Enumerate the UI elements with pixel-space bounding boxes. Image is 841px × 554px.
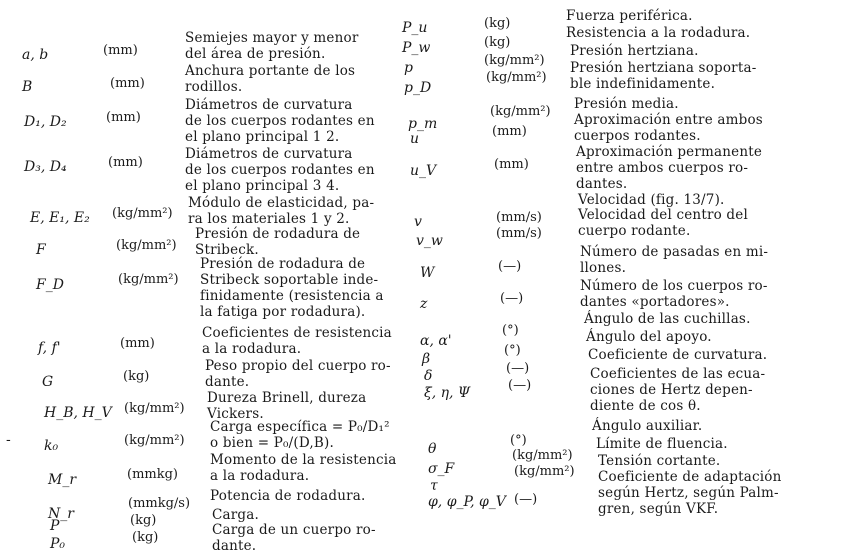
symbol: v_w (416, 233, 443, 249)
unit: (°) (502, 323, 519, 338)
unit: (kg/mm²) (112, 206, 173, 221)
symbol: D₁, D₂ (24, 114, 67, 130)
unit: (kg/mm²) (118, 272, 179, 287)
symbol: φ, φ_P, φ_V (428, 494, 506, 510)
description: Presión hertziana soporta- ble indefinidamente. (570, 60, 757, 92)
description: Dureza Brinell, dureza Vickers. (207, 390, 367, 422)
symbol: σ_F (428, 461, 455, 477)
symbol: u (410, 131, 420, 147)
symbol: z (420, 296, 428, 312)
description: Coeficiente de curvatura. (588, 347, 768, 363)
symbol: E, E₁, E₂ (30, 210, 90, 226)
unit: (kg/mm²) (124, 433, 185, 448)
description: Presión de rodadura de Stribeck. (195, 226, 361, 258)
description: Fuerza periférica. (566, 8, 693, 24)
unit: (kg/mm²) (116, 238, 177, 253)
description: Tensión cortante. (598, 453, 721, 469)
unit: (mm) (110, 76, 145, 91)
symbol: M_r (48, 472, 77, 488)
description: Módulo de elasticidad, pa- ra los materiales 1 y 2. (188, 195, 375, 227)
unit: (mm) (494, 157, 529, 172)
unit: (mmkg/s) (128, 496, 191, 511)
symbol: u_V (410, 163, 437, 179)
margin-mark: - (6, 432, 11, 448)
unit: (kg) (484, 35, 511, 50)
symbol: p_D (404, 80, 432, 96)
symbol: p (404, 60, 413, 76)
unit: (mm/s) (496, 226, 542, 241)
symbol: θ (428, 441, 437, 457)
unit: (°) (504, 343, 521, 358)
description: Potencia de rodadura. (210, 488, 366, 504)
unit: (kg/mm²) (514, 464, 575, 479)
unit: (mm) (103, 43, 138, 58)
symbol: P (50, 518, 60, 534)
description: Peso propio del cuerpo ro- dante. (205, 358, 391, 390)
description: Resistencia a la rodadura. (566, 25, 751, 41)
unit: (—) (514, 492, 538, 507)
symbol: α, α' (420, 333, 452, 349)
unit: (°) (510, 433, 527, 448)
description: Ángulo de las cuchillas. (584, 311, 751, 327)
description: Ángulo auxiliar. (592, 418, 703, 434)
symbol: D₃, D₄ (24, 159, 67, 175)
description: Número de pasadas en mi- llones. (580, 244, 769, 276)
symbol: P_w (402, 40, 431, 56)
symbol: δ (424, 368, 433, 384)
description: Coeficientes de las ecua- ciones de Hertz depen- diente de cos θ. (590, 366, 766, 414)
symbol: a, b (22, 47, 49, 63)
description: Coeficientes de resistencia a la rodadura. (202, 325, 392, 357)
description: Carga específica = P₀/D₁² o bien = P₀/(D,B). (210, 419, 390, 451)
description: Presión de rodadura de Stribeck soportable inde- finidamente (resistencia a la fatiga por rodadura). (200, 256, 384, 320)
symbol: G (42, 374, 54, 390)
unit: (kg/mm²) (124, 401, 185, 416)
unit: (mm) (492, 124, 527, 139)
symbol: τ (430, 478, 438, 494)
description: Carga. (212, 507, 260, 523)
description: Semiejes mayor y menor del área de presión. (185, 30, 359, 62)
unit: (kg) (123, 369, 150, 384)
symbol: B (22, 79, 33, 95)
symbol: p_m (408, 116, 438, 132)
description: Presión hertziana. (570, 43, 699, 59)
unit: (mmkg) (127, 467, 178, 482)
symbol: F_D (36, 277, 64, 293)
symbol: P₀ (50, 536, 66, 552)
unit: (—) (500, 291, 524, 306)
symbol: v (414, 214, 422, 230)
unit: (—) (506, 361, 530, 376)
unit: (mm/s) (496, 210, 542, 225)
description: Aproximación permanente entre ambos cuerpos ro- dantes. (576, 144, 763, 192)
symbol: β (422, 351, 431, 367)
symbol: f, f' (38, 340, 61, 356)
description: Ángulo del apoyo. (586, 329, 712, 345)
symbol: ξ, η, Ψ (424, 385, 471, 401)
unit: (kg/mm²) (512, 448, 573, 463)
unit: (kg) (132, 530, 159, 545)
description: Anchura portante de los rodillos. (185, 63, 356, 95)
description: Coeficiente de adaptación según Hertz, según Palm- gren, según VKF. (598, 469, 782, 517)
unit: (kg/mm²) (486, 70, 547, 85)
symbol: H_B, H_V (44, 405, 112, 421)
symbol: N_r (48, 506, 74, 522)
unit: (mm) (108, 155, 143, 170)
unit: (—) (498, 259, 522, 274)
description: Presión media. (574, 96, 679, 112)
description: Velocidad (fig. 13/7). (578, 192, 725, 208)
unit: (mm) (120, 336, 155, 351)
unit: (kg) (130, 513, 157, 528)
description: Diámetros de curvatura de los cuerpos rodantes en el plano principal 1 2. (185, 97, 375, 145)
description: Carga de un cuerpo ro- dante. (212, 522, 376, 554)
symbol: k₀ (44, 438, 59, 454)
description: Diámetros de curvatura de los cuerpos rodantes en el plano principal 3 4. (185, 146, 375, 194)
description: Aproximación entre ambos cuerpos rodantes. (574, 112, 763, 144)
unit: (kg) (484, 16, 511, 31)
description: Velocidad del centro del cuerpo rodante. (578, 207, 748, 239)
description: Límite de fluencia. (596, 436, 728, 452)
symbol: F (36, 242, 46, 258)
description: Número de los cuerpos ro- dantes «portadores». (580, 278, 768, 310)
unit: (kg/mm²) (484, 53, 545, 68)
unit: (—) (508, 378, 532, 393)
unit: (kg/mm²) (490, 104, 551, 119)
symbol: W (420, 265, 435, 281)
symbol: P_u (402, 20, 428, 36)
unit: (mm) (106, 110, 141, 125)
description: Momento de la resistencia a la rodadura. (210, 452, 397, 484)
